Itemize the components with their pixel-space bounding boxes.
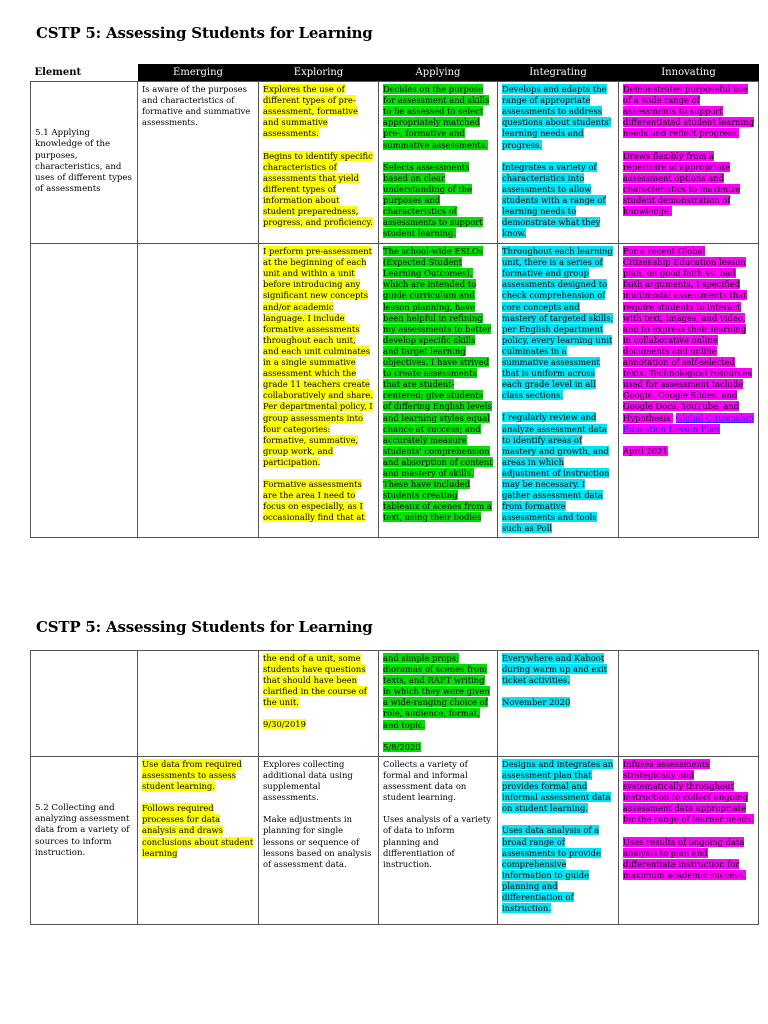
lesson-plan-link[interactable]: Global Citizenship Education Lesson Plan bbox=[623, 412, 754, 434]
emerging-text: Follows required processes for data analysis and draws conclusions about student learning bbox=[142, 803, 254, 858]
exploring-cell bbox=[259, 244, 379, 538]
applying-text: Collects a variety of formal and informal assessment data on student learning. bbox=[383, 759, 468, 803]
integrating-evidence: I regularly review and analyze assessment data to identify areas of mastery and growth, and areas in which adjustment of instruction may be necessary. I gather assessment data from formative assessments and tools such as Poll bbox=[502, 412, 610, 534]
integrating-cell bbox=[498, 244, 619, 538]
emerging-text: Use data from required assessments to assess student learning. bbox=[142, 759, 242, 792]
applying-cell bbox=[379, 651, 498, 757]
emerging-cell bbox=[138, 244, 259, 538]
applying-evidence: and simple props; dioramas of scenes from texts, and RAFT writing in which they were given a wide-ranging choice of role, audience, format, and topic. bbox=[383, 653, 490, 730]
table-row bbox=[31, 651, 759, 757]
innovating-text: Demonstrates purposeful use of a wide range of assessments to support differentiated student learning needs and reflect progress. bbox=[623, 84, 754, 139]
element-cell bbox=[31, 82, 138, 244]
innovating-cell bbox=[619, 757, 759, 925]
integrating-text: Integrates a variety of characteristics into assessments to allow students with a range of learning needs to demonstrate what they know. bbox=[502, 161, 606, 239]
integrating-cell bbox=[498, 82, 619, 244]
exploring-evidence: I perform pre-assessment at the beginning of each unit and within a unit before introducing any significant new concepts and/or academic language. I include formative assessments throughout each unit, and each unit culminates in a single summative assessment which the grade 11 teachers create collaboratively and share. Per departmental policy, I group assessments into four categories: formative, summative, group work, and participation. bbox=[263, 246, 374, 467]
emerging-cell bbox=[138, 757, 259, 925]
integrating-cell bbox=[498, 757, 619, 925]
innovating-cell bbox=[619, 651, 759, 757]
applying-text: Uses analysis of a variety of data to inform planning and differentiation of instruction. bbox=[383, 814, 491, 869]
exploring-evidence: the end of a unit, some students have questions that should have been clarified in the course of the unit. bbox=[263, 653, 367, 708]
innovating-evidence: For a recent Global Citizenship Education lesson plan, on good faith vs. bad faith arguments, I specified multimodal assessments that require students to interact with text, images, and video, and to express their learning in collaborative online documents and online annotation of self-selected texts. Technological resources used for assessment include Google, Google Slides, and Google Docs, YouTube, and Hypothesis. bbox=[623, 246, 752, 423]
table-row bbox=[31, 757, 759, 925]
table-row bbox=[31, 82, 759, 244]
header-row bbox=[31, 64, 759, 82]
element-cell bbox=[31, 244, 138, 538]
emerging-cell bbox=[138, 82, 259, 244]
integrating-text: Uses data analysis of a broad range of assessments to provide comprehensive information to guide planning and differentiation of instruction. bbox=[502, 825, 601, 914]
exploring-evidence: Formative assessments are the area I need to focus on especially, as I occasionally find that at bbox=[263, 478, 365, 523]
element-cell bbox=[31, 651, 138, 757]
column-header-exploring: Exploring bbox=[259, 64, 379, 82]
applying-text: Selects assessments based on clear understanding of the purposes and characteristics of assessments to support student learning. bbox=[383, 161, 483, 239]
innovating-text: Draws flexibly from a repertoire of appropriate assessment options and characteristics to maximize student demonstration of knowledge. bbox=[623, 150, 741, 217]
exploring-text: Begins to identify specific characteristics of assessments that yield different types of information about student preparedness, progress, and proficiency. bbox=[263, 150, 373, 228]
applying-evidence: The school-wide ESLOs (Expected Student Learning Outcomes), which are intended to guide curriculum and lesson planning, have been helpful in refining my assessments to better develop specific skills and target learning objectives. I have strived to create assessments that are student-centered; give students of differing English levels and learning styles equal chance at success; and accurately measure students' comprehension and absorption of content and mastery of skills. These have included students creating tableaux of scenes from a text, using their bodies bbox=[383, 246, 493, 523]
element-label: 5.1 Applying knowledge of the purposes, characteristics, and uses of different types of assessments bbox=[35, 128, 132, 195]
innovating-text: Infuses assessments strategically and systematically throughout instruction to collect ongoing assessment data appropriate for the range of learner needs. bbox=[623, 759, 754, 825]
integrating-evidence: Throughout each learning unit, there is a series of formative and group assessments designed to check comprehension of core concepts and mastery of targeted skills; per English department policy, every learning unit culminates in a summative assessment that is uniform across each grade level in all class sections. bbox=[502, 246, 614, 401]
exploring-cell bbox=[259, 757, 379, 925]
evidence-date: April 2021 bbox=[623, 445, 668, 456]
exploring-text: Explores the use of different types of pre-assessment, formative and summative assessments. bbox=[263, 84, 358, 139]
innovating-cell bbox=[619, 82, 759, 244]
innovating-cell bbox=[619, 244, 759, 538]
exploring-cell bbox=[259, 651, 379, 757]
evidence-date: November 2020 bbox=[502, 697, 571, 708]
exploring-text: Explores collecting additional data using supplemental assessments. bbox=[263, 759, 353, 803]
innovating-text: Uses results of ongoing data analysis to plan and differentiate instruction for maximum academic success. bbox=[623, 836, 746, 880]
table-row bbox=[31, 244, 759, 538]
integrating-text: Develops and adapts the range of appropriate assessments to address questions about students' learning needs and progress. bbox=[502, 84, 612, 150]
applying-text: Decides on the purpose for assessment and skills to be assessed to select appropriately matched pre-, formative and summative assessments. bbox=[383, 84, 490, 150]
page-title: CSTP 5: Assessing Students for Learning bbox=[36, 24, 373, 42]
integrating-cell bbox=[498, 651, 619, 757]
rubric-table-page-1 bbox=[30, 64, 759, 538]
applying-cell bbox=[379, 244, 498, 538]
page-title: CSTP 5: Assessing Students for Learning bbox=[36, 618, 373, 636]
rubric-table-page-2 bbox=[30, 650, 759, 925]
integrating-text: Designs and integrates an assessment plan that provides formal and informal assessment data on student learning. bbox=[502, 759, 614, 814]
evidence-date: 5/8/2020 bbox=[383, 741, 421, 752]
element-header: Element bbox=[31, 64, 138, 82]
integrating-evidence: Everywhere and Kahoot during warm up and exit ticket activities. bbox=[502, 653, 608, 686]
column-header-applying: Applying bbox=[379, 64, 498, 82]
column-header-emerging: Emerging bbox=[138, 64, 259, 82]
applying-cell bbox=[379, 757, 498, 925]
column-header-integrating: Integrating bbox=[498, 64, 619, 82]
applying-cell bbox=[379, 82, 498, 244]
element-label: 5.2 Collecting and analyzing assessment data from a variety of sources to inform instruction. bbox=[35, 803, 130, 858]
emerging-text: Is aware of the purposes and characteristics of formative and summative assessments. bbox=[142, 84, 251, 128]
column-header-innovating: Innovating bbox=[619, 64, 759, 82]
evidence-date: 9/30/2019 bbox=[263, 719, 306, 730]
exploring-cell bbox=[259, 82, 379, 244]
element-cell bbox=[31, 757, 138, 925]
exploring-text: Make adjustments in planning for single lessons or sequence of lessons based on analysis of assessment data. bbox=[263, 814, 372, 869]
emerging-cell bbox=[138, 651, 259, 757]
